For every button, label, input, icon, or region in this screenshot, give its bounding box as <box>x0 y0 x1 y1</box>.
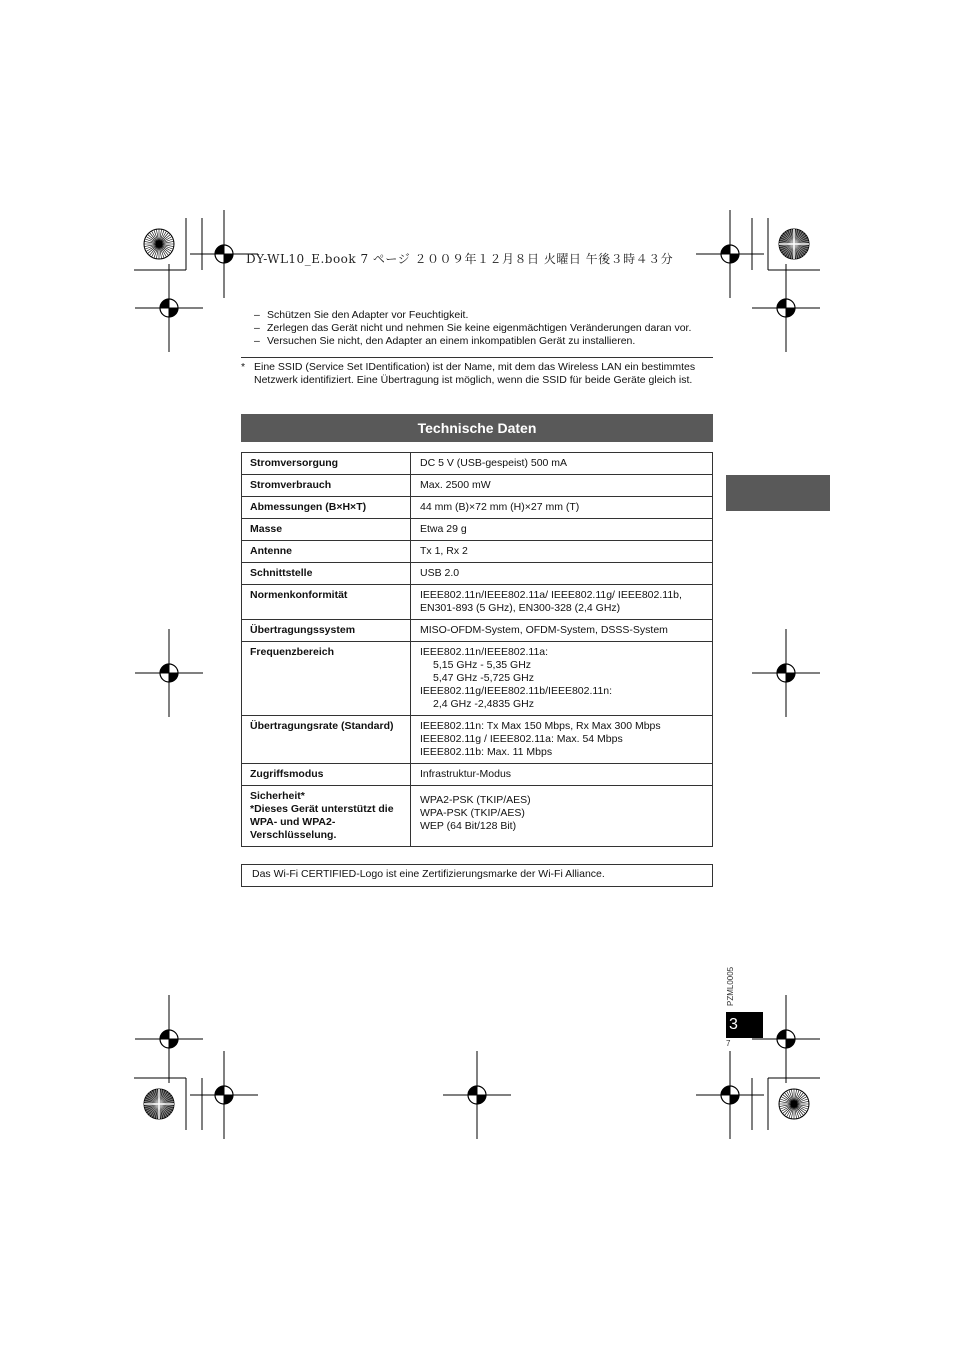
spec-row <box>242 519 713 541</box>
spec-value <box>411 541 713 563</box>
print-file-header: DY-WL10_E.book 7 ページ ２００９年１２月８日 火曜日 午後３時４３分 <box>246 252 674 266</box>
spec-value <box>411 716 713 764</box>
spec-key-line: Verschlüsselung. <box>250 829 337 841</box>
spec-value <box>411 786 713 847</box>
spec-key-line: Übertragungssystem <box>250 624 356 636</box>
spec-key <box>242 786 411 847</box>
spec-key-line: Normenkonformität <box>250 589 348 601</box>
spec-value-line: WEP (64 Bit/128 Bit) <box>420 820 517 832</box>
spec-key-line: Frequenzbereich <box>250 646 335 658</box>
spec-row <box>242 764 713 786</box>
spec-key-line: Zugriffsmodus <box>250 768 324 780</box>
spec-value-line: EN301-893 (5 GHz), EN300-328 (2,4 GHz) <box>420 602 621 614</box>
spec-key <box>242 453 411 475</box>
spec-value-line: 44 mm (B)×72 mm (H)×27 mm (T) <box>420 501 580 513</box>
note-item <box>254 309 724 322</box>
spec-table <box>241 452 713 847</box>
spec-value <box>411 642 713 716</box>
spec-value-line: 5,47 GHz -5,725 GHz <box>433 672 534 684</box>
spec-row <box>242 541 713 563</box>
spec-value-line: Etwa 29 g <box>420 523 467 535</box>
spec-row <box>242 475 713 497</box>
note-text: Versuchen Sie nicht, den Adapter an einem inkompatiblen Gerät zu installieren. <box>267 335 636 347</box>
spec-key-line: Antenne <box>250 545 292 557</box>
spec-row <box>242 563 713 585</box>
spec-value <box>411 475 713 497</box>
spec-value-line: USB 2.0 <box>420 567 460 579</box>
notes-list <box>254 309 724 348</box>
spec-row <box>242 453 713 475</box>
spec-key <box>242 642 411 716</box>
spec-row <box>242 642 713 716</box>
spec-value-line: IEEE802.11g / IEEE802.11a: Max. 54 Mbps <box>420 733 623 745</box>
spec-key <box>242 716 411 764</box>
spec-value <box>411 764 713 786</box>
spec-key-line: Stromversorgung <box>250 457 339 469</box>
spec-value-line: WPA-PSK (TKIP/AES) <box>420 807 525 819</box>
model-code: PZML0005 <box>726 966 735 1006</box>
spec-value-line: DC 5 V (USB-gespeist) 500 mA <box>420 457 568 469</box>
spec-key <box>242 497 411 519</box>
spec-value-line: Tx 1, Rx 2 <box>420 545 468 557</box>
spec-value <box>411 620 713 642</box>
spec-row <box>242 716 713 764</box>
spec-value-line: IEEE802.11g/IEEE802.11b/IEEE802.11n: <box>420 685 613 697</box>
spec-value-line: IEEE802.11n/IEEE802.11a: <box>420 646 549 658</box>
note-text: Zerlegen das Gerät nicht und nehmen Sie keine eigenmächtigen Veränderungen daran vor. <box>267 322 692 334</box>
spec-key-line: Masse <box>250 523 283 535</box>
spec-value-line: MISO-OFDM-System, OFDM-System, DSSS-System <box>420 624 668 636</box>
spec-key-line: Schnittstelle <box>250 567 313 579</box>
page-number-small: 7 <box>726 1039 731 1048</box>
spec-row <box>242 585 713 620</box>
spec-value <box>411 453 713 475</box>
spec-value-line: WPA2-PSK (TKIP/AES) <box>420 794 531 806</box>
spec-value-line: 5,15 GHz - 5,35 GHz <box>433 659 532 671</box>
ssid-footnote <box>241 361 713 387</box>
wifi-trademark-notice: Das Wi-Fi CERTIFIED-Logo ist eine Zertifizierungsmarke der Wi-Fi Alliance. <box>241 864 713 887</box>
spec-key <box>242 475 411 497</box>
spec-value-line: Infrastruktur-Modus <box>420 768 512 780</box>
spec-value <box>411 497 713 519</box>
page-number: 3 <box>726 1012 763 1038</box>
note-dash: – <box>254 335 260 347</box>
spec-row <box>242 620 713 642</box>
spec-value-line: IEEE802.11n: Tx Max 150 Mbps, Rx Max 300 Mbps <box>420 720 661 732</box>
spec-key <box>242 541 411 563</box>
spec-key <box>242 563 411 585</box>
footnote-marker: * <box>241 361 246 373</box>
spec-value-line: IEEE802.11n/IEEE802.11a/ IEEE802.11g/ IEEE802.11b, <box>420 589 682 601</box>
spec-value <box>411 563 713 585</box>
spec-row <box>242 786 713 847</box>
spec-key <box>242 764 411 786</box>
spec-key-line: Abmessungen (B×H×T) <box>250 501 367 513</box>
spec-value <box>411 585 713 620</box>
footnote-text: Eine SSID (Service Set IDentification) ist der Name, mit dem das Wireless LAN ein bestimmtes Netzwerk identifiziert. Eine Übertragung ist möglich, wenn die SSID für beide Geräte gleich ist. <box>254 361 696 386</box>
section-title: Technische Daten <box>241 414 713 442</box>
note-dash: – <box>254 309 260 321</box>
note-item <box>254 322 724 335</box>
spec-value <box>411 519 713 541</box>
note-dash: – <box>254 322 260 334</box>
spec-key <box>242 519 411 541</box>
spec-value-line: 2,4 GHz -2,4835 GHz <box>433 698 534 710</box>
language-side-tab <box>726 475 830 511</box>
note-item <box>254 335 724 348</box>
spec-value-line: Max. 2500 mW <box>420 479 491 491</box>
note-text: Schützen Sie den Adapter vor Feuchtigkeit. <box>267 309 469 321</box>
spec-key-line: *Dieses Gerät unterstützt die <box>250 803 394 815</box>
spec-key-line: Übertragungsrate (Standard) <box>250 720 394 732</box>
spec-value-line: IEEE802.11b: Max. 11 Mbps <box>420 746 553 758</box>
spec-key-line: WPA- und WPA2- <box>250 816 336 828</box>
divider-line <box>241 357 713 358</box>
spec-key <box>242 620 411 642</box>
spec-key <box>242 585 411 620</box>
spec-row <box>242 497 713 519</box>
spec-key-line: Stromverbrauch <box>250 479 332 491</box>
spec-key-line: Sicherheit* <box>250 790 305 802</box>
